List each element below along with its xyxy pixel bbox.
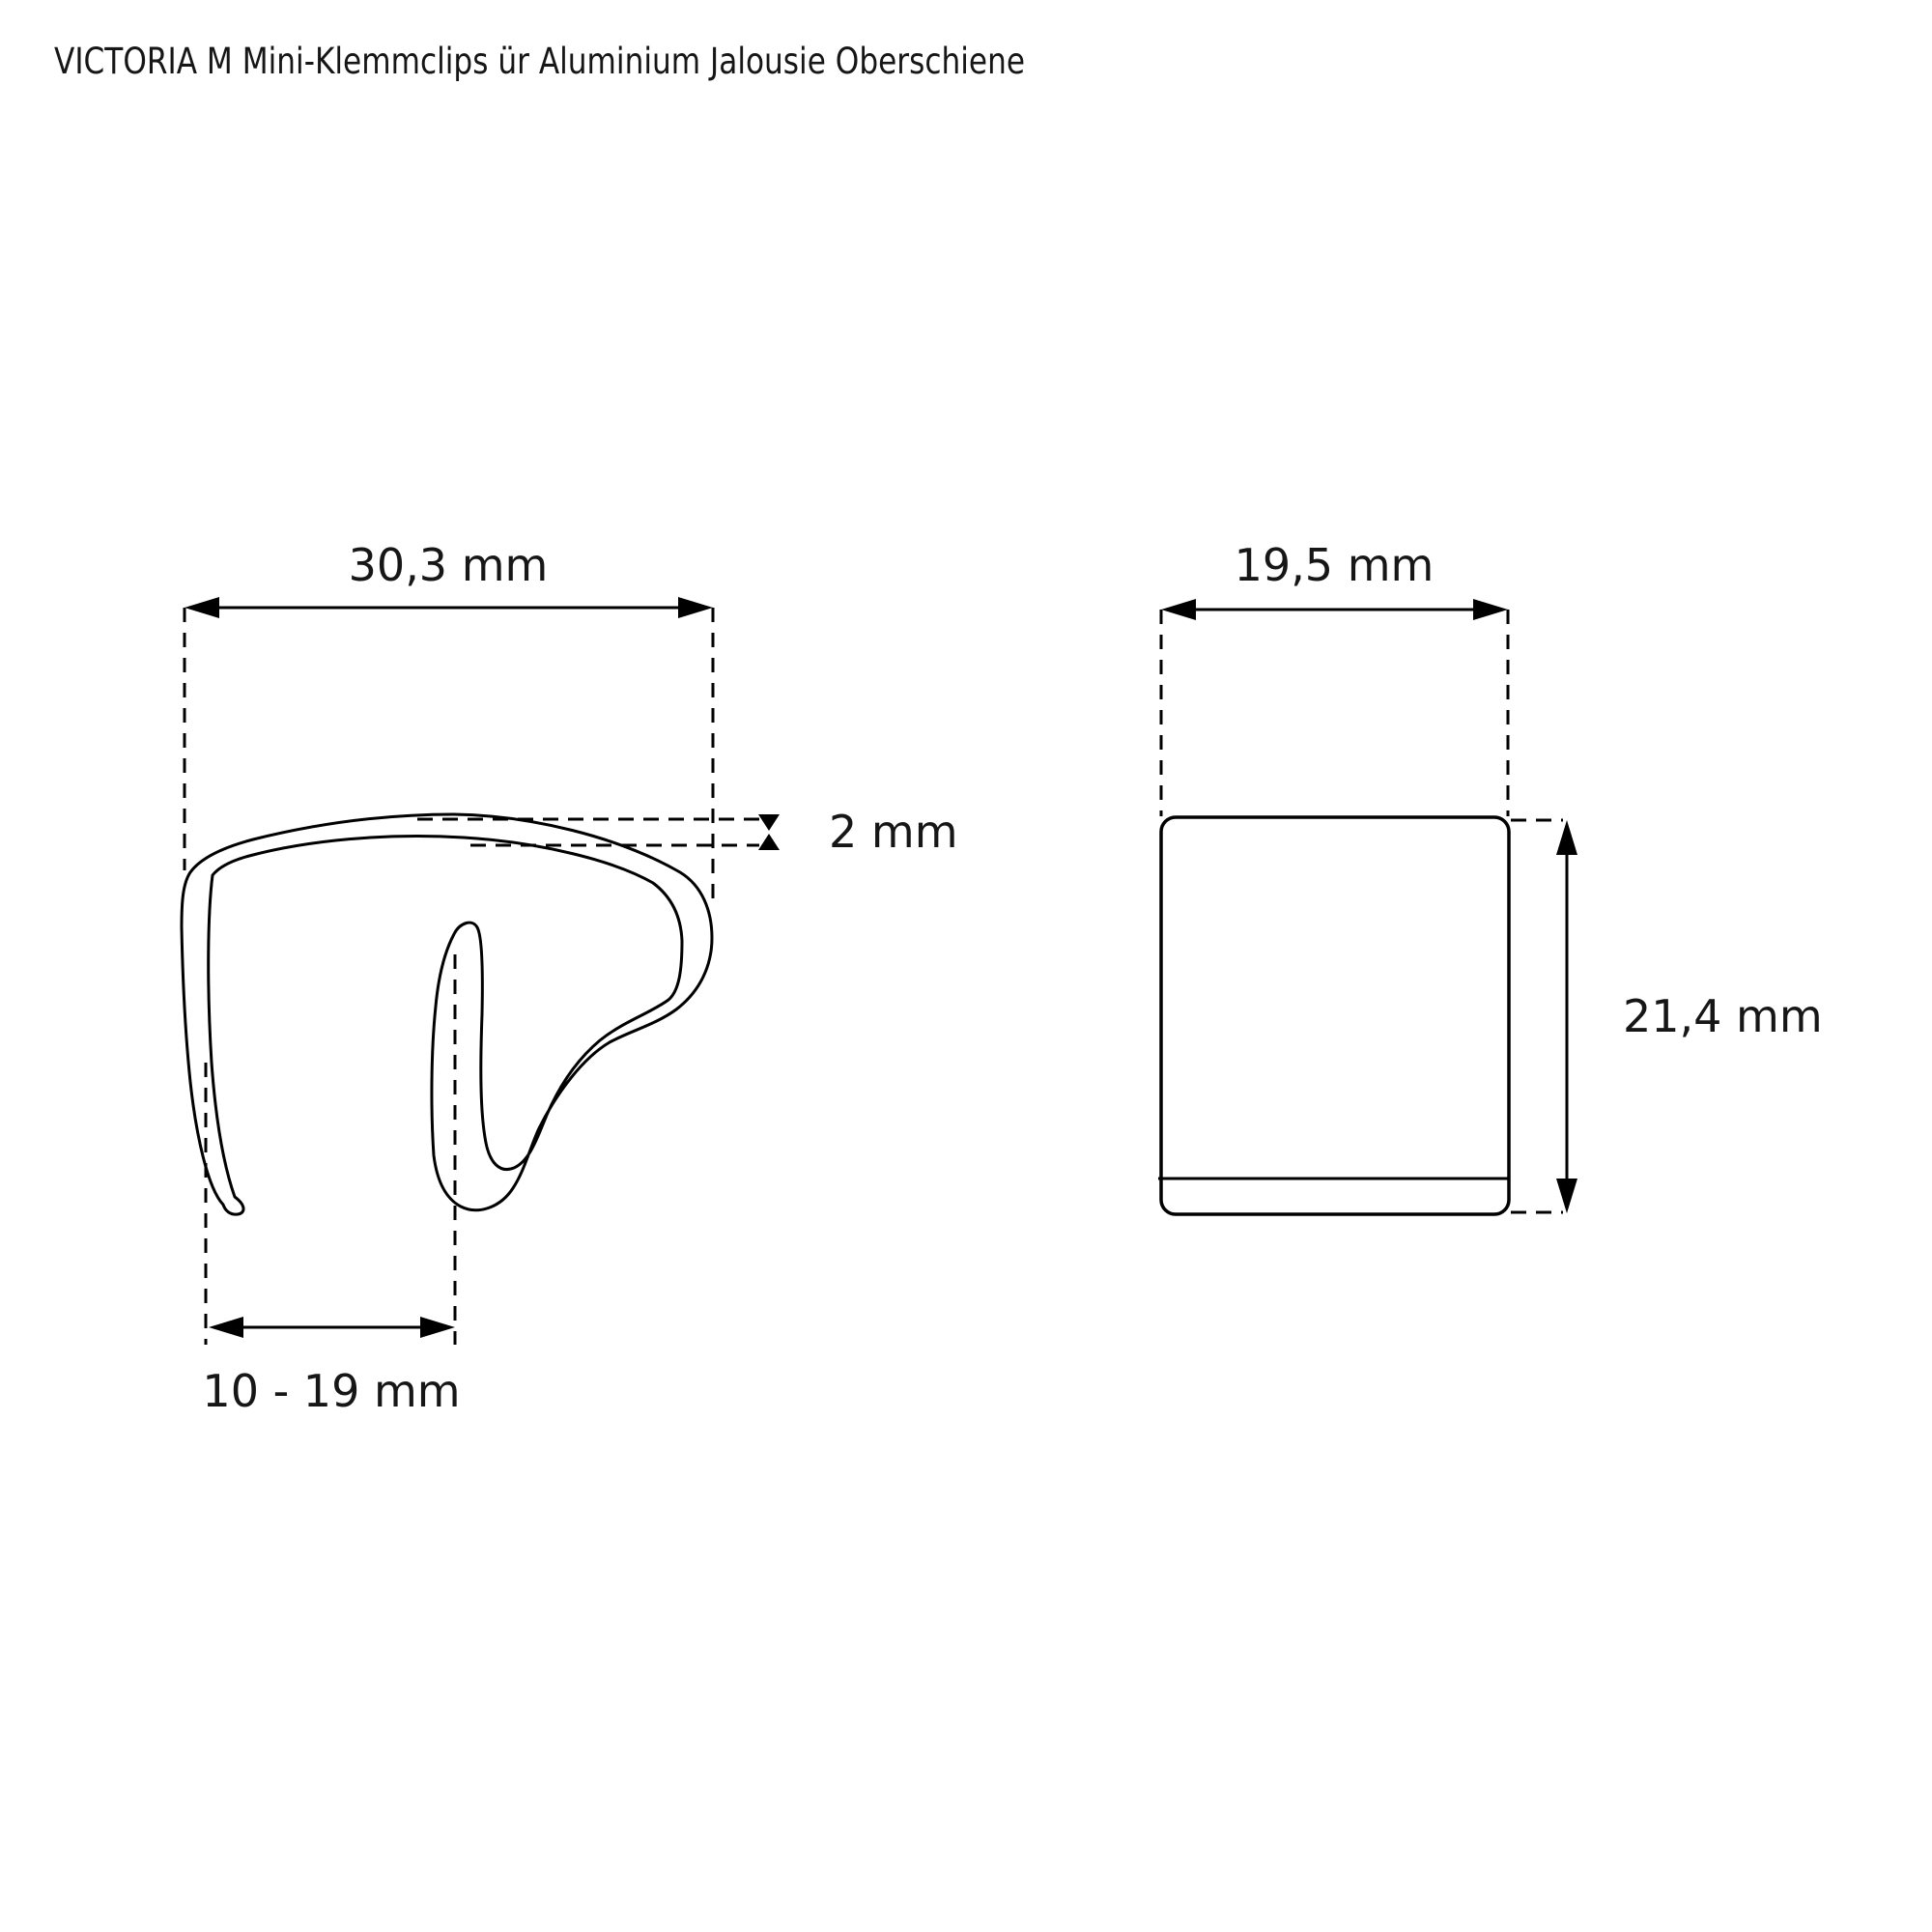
front-view-figure (1158, 539, 1823, 1214)
dimension-front-width (1161, 599, 1508, 620)
clip-body-front-outline (1161, 817, 1509, 1214)
arrowhead-up-icon (1556, 820, 1577, 855)
front-height-label: 21,4 mm (1623, 990, 1823, 1042)
arrowhead-right-icon (420, 1317, 455, 1338)
clip-profile-figure (182, 539, 958, 1417)
overall-width-label: 30,3 mm (348, 539, 549, 591)
dimension-overall-width (185, 597, 713, 618)
arrowhead-down-icon (1556, 1179, 1577, 1213)
arrowhead-up-icon (758, 834, 780, 850)
dimension-thickness-indicator (758, 814, 780, 850)
arrowhead-left-icon (185, 597, 219, 618)
arrowhead-left-icon (1161, 599, 1196, 620)
clip-profile-outline (182, 814, 712, 1214)
clamp-range-label: 10 - 19 mm (202, 1365, 461, 1417)
page-title: VICTORIA M Mini-Klemmclips ür Aluminium Jalousie Oberschiene (54, 41, 1025, 82)
arrowhead-right-icon (678, 597, 713, 618)
dimension-front-height (1556, 820, 1577, 1213)
front-width-label: 19,5 mm (1234, 539, 1435, 591)
material-thickness-label: 2 mm (829, 806, 958, 858)
arrowhead-down-icon (758, 814, 780, 831)
arrowhead-left-icon (209, 1317, 243, 1338)
arrowhead-right-icon (1473, 599, 1508, 620)
dimension-clamp-range (209, 1317, 455, 1338)
